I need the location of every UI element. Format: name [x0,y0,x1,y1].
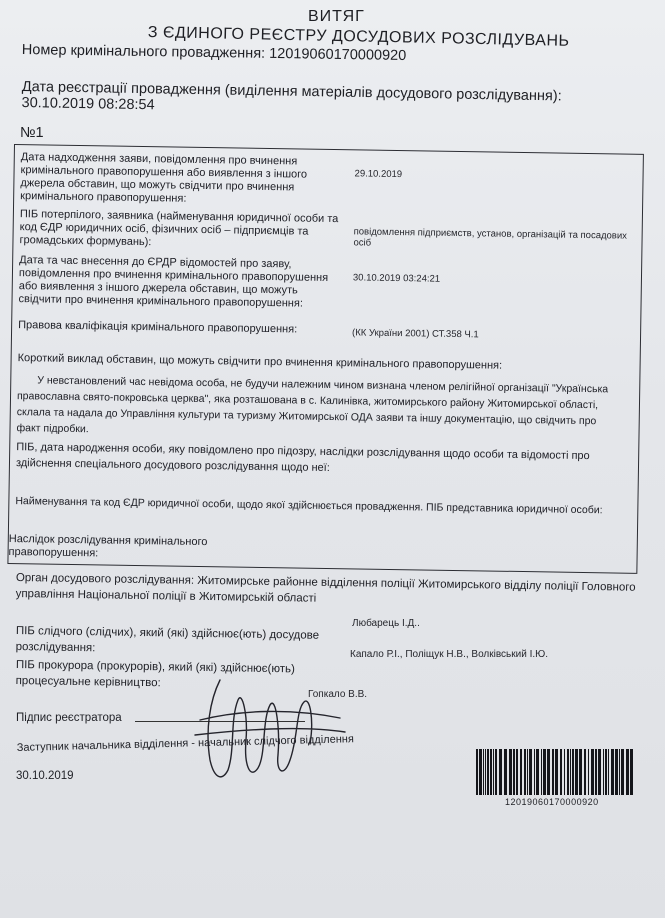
qualification-value: (КК України 2001) СТ.358 Ч.1 [351,327,479,341]
registrar-name: Гопкало В.В. [308,689,368,700]
investigator-label: ПІБ слідчого (слідчих), який (які) здійснює(ють) досудове розслідування: [15,624,320,655]
prosecutor-label: ПІБ прокурора (прокурорів), який (які) здійснює(ють) процесуальне керівництво: [15,658,295,690]
registrar-label: Підпис реєстратора [16,712,122,724]
prosecutor-value: Капало Р.І., Поліщук Н.В., Волківський І.Ю. [350,649,549,660]
document-date: 30.10.2019 [16,770,74,782]
application-date-value: 29.10.2019 [354,168,403,181]
proceeding-number: Номер кримінального провадження: 12019060170000920 [21,42,407,65]
suspect-label: ПІБ, дата народження особи, яку повідомлено про підозру, наслідки розслідування щодо особи та відомості про здійснення спеціального досудового розслідування щодо неї: [15,441,590,475]
document-subtitle: З ЄДИНОГО РЕЄСТРУ ДОСУДОВИХ РОЗСЛІДУВАНЬ [147,24,570,50]
deputy-label: Заступник начальника відділення - начальник слідчого відділення [16,733,354,754]
barcode-image [474,749,638,795]
summary-label: Короткий виклад обставин, що можуть свідчити про вчинення кримінального правопорушення: [17,352,503,372]
registration-date: Дата реєстрації провадження (виділення матеріалів досудового розслідування): 30.10.2019 08:28:54 [21,79,562,114]
victim-value: повідомлення підприємств, установ, організацій та посадових осіб [353,226,628,249]
document-title: ВИТЯГ [308,8,365,25]
signature [180,660,350,790]
item-number: №1 [20,125,44,141]
legal-entity-label: Найменування та код ЄДР юридичної особи, щодо якої здійснюється провадження. ПІБ представника юридичної особи: [15,495,603,517]
barcode-number: 12019060170000920 [505,797,599,807]
victim-label: ПІБ потерпілого, заявника (найменування юридичної особи та код ЄДР юридичних осіб, фізичних осіб – підприємців та громадських формувань): [19,208,339,249]
investigator-value: Любарець І.Д.. [352,618,420,629]
consequence-label: Наслідок розслідування кримінального правопорушення: [8,532,208,560]
qualification-label: Правова кваліфікація кримінального правопорушення: [18,319,298,336]
entry-datetime-label: Дата та час внесення до ЄРДР відомостей про заяву, повідомлення про вчинення кримінального правопорушення або виявлення з іншого джерела обставин, що можуть свідчити про вчинення кримінального правопорушення: [18,254,329,310]
investigation-agency: Орган досудового розслідування: Житомирське районне відділення поліції Житомирського відділу поліції Головного управління Національної поліції в Житомирській області [15,571,636,605]
summary-text: У невстановлений час невідома особа, не будучи належним чином визнана членом релігійної організації "Українська православна свято-покровська церква", яка розташована в с. Калинівка, житомирського району Житомирської області, склала та надала до Управління культури та туризму Житомирської ОДА заяви та іншу документацію, що свідчить про факт підробки. [16,374,609,436]
entry-datetime-value: 30.10.2019 03:24:21 [352,272,441,285]
record-table [7,144,644,574]
application-date-label: Дата надходження заяви, повідомлення про вчинення кримінального правопорушення або виявлення з іншого джерела обставин, що можуть свідчити про вчинення кримінального правопорушення: [20,151,308,205]
